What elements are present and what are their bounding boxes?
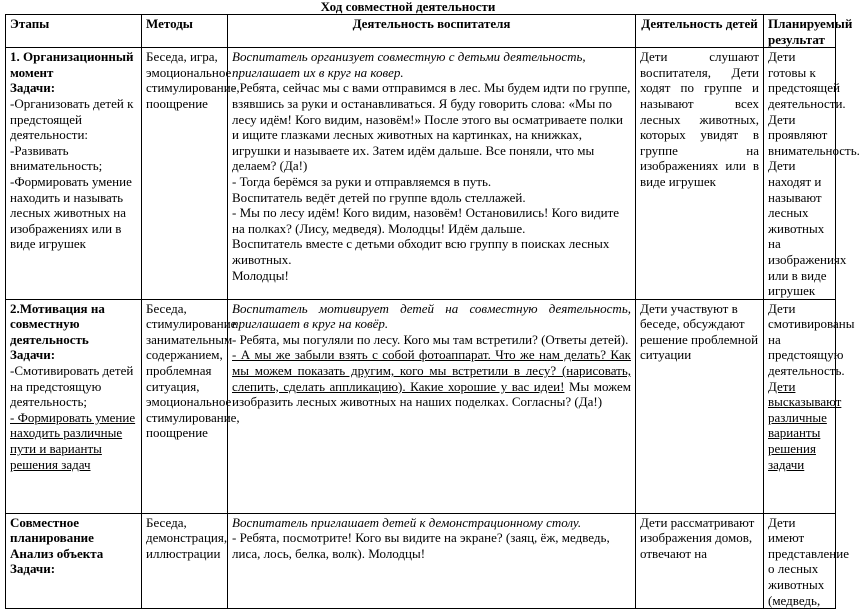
- methods-cell: Беседа, демонстрация, иллюстрации: [142, 513, 228, 609]
- header-planned-result: Планируемый результат: [764, 15, 836, 48]
- stage-cell: [6, 513, 142, 609]
- stage-title: Совместное планирование: [10, 514, 94, 546]
- stage-tasks-label: Задачи:: [10, 347, 56, 363]
- methods-cell: Беседа, стимулирование занимательным содержанием, проблемная ситуация, эмоциональное стимулирование, поощрение: [142, 299, 228, 513]
- planned-result-cell: [764, 299, 855, 513]
- teacher-line: - Ребята, посмотрите! Кого вы видите на экране? (заяц, ёж, медведь, лиса, лось, белка, волк). Молодцы!: [232, 530, 610, 561]
- stage-subtitle: Анализ объекта: [10, 545, 104, 561]
- teacher-intro: Воспитатель организует совместную с детьми деятельность, приглашает их в круг на ковер.: [232, 49, 586, 80]
- stage-cell: [6, 299, 142, 513]
- stage-task: -Развивать внимательность;: [10, 142, 103, 174]
- teacher-line-underlined: - А мы же забыли взять с собой фотоаппарат. Что же нам делать? Как мы можем показать другим, кого мы встретили в лесу? (нарисовать, слепить, сделать аппликацию). Какие хорошие у вас идеи!: [232, 347, 631, 394]
- methods-cell: Беседа, игра, эмоциональное стимулирование, поощрение: [142, 48, 228, 300]
- stage-tasks-label: Задачи:: [10, 561, 56, 577]
- teacher-line-rest: Мы можем изобразить лесных животных на наших поделках. Согласны? (Да!): [232, 378, 631, 410]
- result-line: Дети смотивированы на предстоящую деятельность.: [768, 300, 855, 379]
- header-teacher-activity: Деятельность воспитателя: [228, 15, 636, 48]
- document-title: Ход совместной деятельности: [320, 0, 496, 14]
- table-row: [6, 513, 836, 609]
- header-stages: Этапы: [6, 15, 142, 48]
- table-header-row: [6, 15, 836, 48]
- teacher-intro: Воспитатель мотивирует детей на совместную деятельность, приглашает в круг на ковёр.: [232, 300, 631, 332]
- children-activity-cell: Дети участвуют в беседе, обсуждают решение проблемной ситуации: [636, 299, 764, 513]
- header-methods: Методы: [142, 15, 228, 48]
- teacher-line: - Ребята, сейчас мы с вами отправимся в лес. Мы будем идти по группе, взявшись за руки и останавливаться. Я буду говорить слова: «Мы по лесу идём! Кого видим, назовём!» После этого вы осматриваете полки и ищите глазками лесных животных на картинках, на книжках, игрушки и называете их. Затем идём дальше. Все поняли, что мы делаем? (Да!): [232, 80, 631, 174]
- header-children-activity: Деятельность детей: [636, 15, 764, 48]
- stage-title: 2.Мотивация на совместную деятельность: [10, 300, 105, 347]
- teacher-activity-cell: [228, 299, 636, 513]
- planned-result-cell: Дети имеют представление о лесных животных (медведь,: [764, 513, 836, 609]
- stage-tasks-label: Задачи:: [10, 80, 56, 96]
- teacher-activity-cell: [228, 48, 636, 300]
- stage-title: 1. Организационный момент: [10, 49, 134, 80]
- stage-task: -Организовать детей к предстоящей деятельности:: [10, 95, 134, 143]
- children-activity-cell: Дети слушают воспитателя, Дети ходят по группе и называют всех лесных животных, которых увидят в группе на изображениях или в виде игрушек: [636, 48, 764, 300]
- teacher-line: - Тогда берёмся за руки и отправляемся в путь.: [232, 173, 492, 189]
- stage-task: - Формировать умение находить различные пути и варианты решения задач: [10, 409, 136, 472]
- teacher-line: [232, 347, 631, 409]
- table-row: [6, 48, 836, 300]
- stage-task: -Формировать умение находить и называть лесных животных на изображениях или в виде игрушек: [10, 173, 132, 252]
- activity-table: [5, 14, 860, 609]
- stage-cell: [6, 48, 142, 300]
- teacher-line: - Мы по лесу идём! Кого видим, назовём! Остановились! Кого видите на полках? (Лису, медведя). Молодцы! Идём дальше.: [232, 205, 620, 236]
- teacher-line: Воспитатель вместе с детьми обходит всю группу в поисках лесных животных.: [232, 236, 610, 267]
- children-activity-cell: Дети рассматривают изображения домов, отвечают на: [636, 513, 764, 609]
- teacher-line: Воспитатель ведёт детей по группе вдоль стеллажей.: [232, 189, 526, 205]
- planned-result-cell: Дети готовы к предстоящей деятельности. Дети проявляют внимательность. Дети находят и называют лесных животных на изображениях или в виде игрушек: [764, 48, 836, 300]
- teacher-intro: Воспитатель приглашает детей к демонстрационному столу.: [232, 514, 582, 530]
- teacher-activity-cell: [228, 513, 636, 609]
- teacher-line: - Ребята, мы погуляли по лесу. Кого мы там встретили? (Ответы детей).: [232, 331, 629, 347]
- teacher-line: Молодцы!: [232, 267, 289, 283]
- result-line: Дети высказывают различные варианты решения задачи: [768, 378, 842, 472]
- stage-task: -Смотивировать детей на предстоящую деятельность;: [10, 363, 134, 410]
- table-row: [6, 299, 836, 513]
